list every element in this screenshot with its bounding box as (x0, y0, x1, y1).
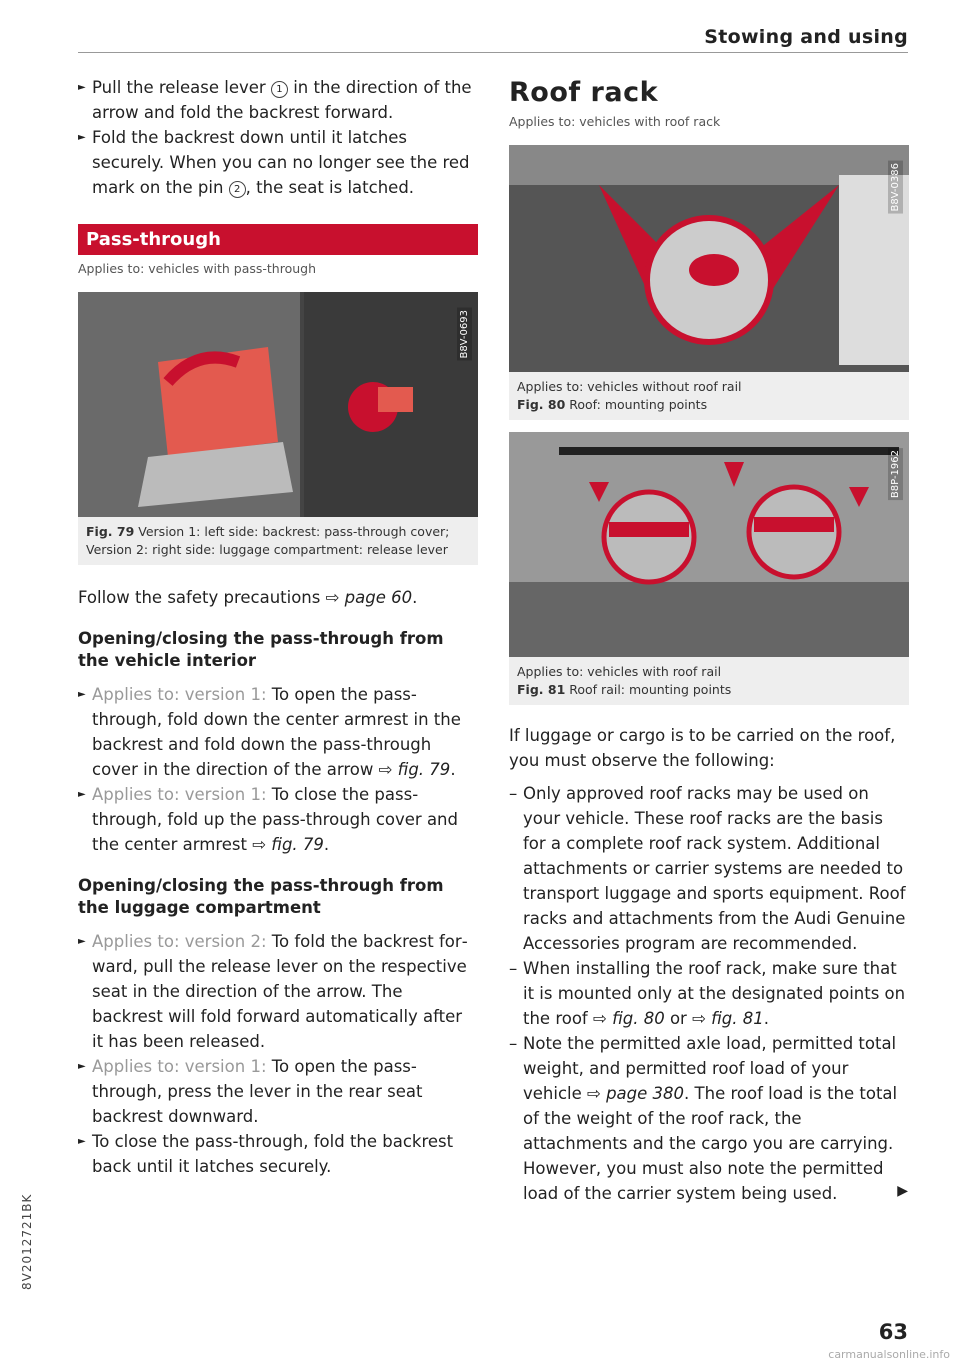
figure-81-caption: Applies to: vehicles with roof rail Fig. 81 Roof rail: mounting points (517, 664, 732, 697)
watermark: carmanualsonline.info (828, 1348, 950, 1361)
section-banner: Pass-through (78, 224, 478, 255)
header-rule (78, 52, 908, 53)
fig-79-link[interactable]: ⇨ fig. 79 (252, 835, 324, 854)
callout-1-icon: 1 (271, 81, 288, 98)
figure-80-code: B8V-0386 (890, 163, 901, 212)
figure-81-image (509, 432, 909, 657)
figure-80 (509, 145, 909, 420)
left-column (78, 75, 478, 1179)
interior-bullet-2: ► Applies to: version 1: To close the pass-through, fold up the pass-through cover and the center armrest ⇨ fig. 79. (78, 782, 478, 857)
luggage-bullet-2: ► Applies to: version 1: To open the pass-through, press the lever in the rear seat backrest downward. (78, 1054, 478, 1129)
figure-81-code: B8P-1962 (890, 450, 901, 499)
roof-rack-applies: Applies to: vehicles with roof rack (509, 114, 721, 129)
luggage-bullet-3: ► To close the pass-through, fold the backrest back until it latches securely. (78, 1129, 478, 1179)
page-380-link[interactable]: ⇨ page 380 (587, 1084, 685, 1103)
figure-79 (78, 292, 478, 565)
roof-rail-illustration (509, 432, 909, 657)
intro-bullet-1: ► Pull the release lever 1 in the direction of the arrow and fold the backrest forward. (78, 75, 478, 125)
safety-text: Follow the safety precautions ⇨ page 60. (78, 588, 418, 607)
fig-81-link[interactable]: ⇨ fig. 81 (692, 1009, 764, 1028)
banner-applies: Applies to: vehicles with pass-through (78, 261, 317, 276)
roof-rack-title: Roof rack (509, 77, 659, 108)
intro-bullet-2: ► Fold the backrest down until it latches securely. When you can no longer see the red mark on the pin 2 , the seat is latched. (78, 125, 478, 200)
figure-81 (509, 432, 909, 705)
roof-illustration (509, 145, 909, 372)
heading-luggage: Opening/closing the pass-through from the luggage compartment (78, 876, 444, 917)
roof-dash-1: – Only approved roof racks may be used on your vehicle. These roof racks are the basis for a complete roof rack system. Additional attachments or carrier systems are needed to transport luggage and sports equipment. Roof racks and attachments from the Audi Genuine Accessories program are recommended. (509, 781, 909, 956)
figure-79-caption: Fig. 79 Version 1: left side: backrest: pass-through cover; Version 2: right side: luggage compartment: release lever (86, 524, 450, 557)
luggage-bullet-1: ► Applies to: version 2: To fold the backrest forward, pull the release lever on the respective seat in the direction of the arrow. The backrest will fold forward automatically after it has been released. (78, 929, 478, 1054)
callout-2-icon: 2 (229, 181, 246, 198)
fig-79-link[interactable]: ⇨ fig. 79 (378, 760, 451, 779)
interior-bullet-1: ► Applies to: version 1: To open the pass-through, fold down the center armrest in the backrest and fold down the pass-through cover in the direction of the arrow ⇨ fig. 79. (78, 682, 478, 782)
header-title: Stowing and using (704, 26, 908, 48)
roof-intro: If luggage or cargo is to be carried on the roof, you must observe the following: (509, 726, 896, 770)
fig-80-link[interactable]: ⇨ fig. 80 (593, 1009, 665, 1028)
right-column (509, 75, 909, 1206)
figure-79-code: B8V-0693 (459, 310, 470, 359)
roof-dash-2: – When installing the roof rack, make sure that it is mounted only at the designated points on the roof ⇨ fig. 80 or ⇨ fig. 81. (509, 956, 909, 1031)
page-number: 63 (878, 1320, 908, 1344)
page-60-link[interactable]: ⇨ page 60 (325, 588, 413, 607)
figure-80-caption: Applies to: vehicles without roof rail Fig. 80 Roof: mounting points (517, 379, 742, 412)
figure-79-image (78, 292, 478, 517)
side-code: 8V2012721BK (20, 1193, 34, 1290)
seat-illustration (78, 292, 478, 517)
figure-80-image (509, 145, 909, 372)
roof-dash-3: – Note the permitted axle load, permitted total weight, and permitted roof load of your vehicle ⇨ page 380. The roof load is the total of the weight of the roof rack, the attachments and the cargo you are carrying. However, you must also note the permitted load of the carrier system being used. (509, 1031, 909, 1206)
heading-interior: Opening/closing the pass-through from the vehicle interior (78, 629, 444, 670)
continue-arrow-icon: ▶ (897, 1183, 908, 1199)
